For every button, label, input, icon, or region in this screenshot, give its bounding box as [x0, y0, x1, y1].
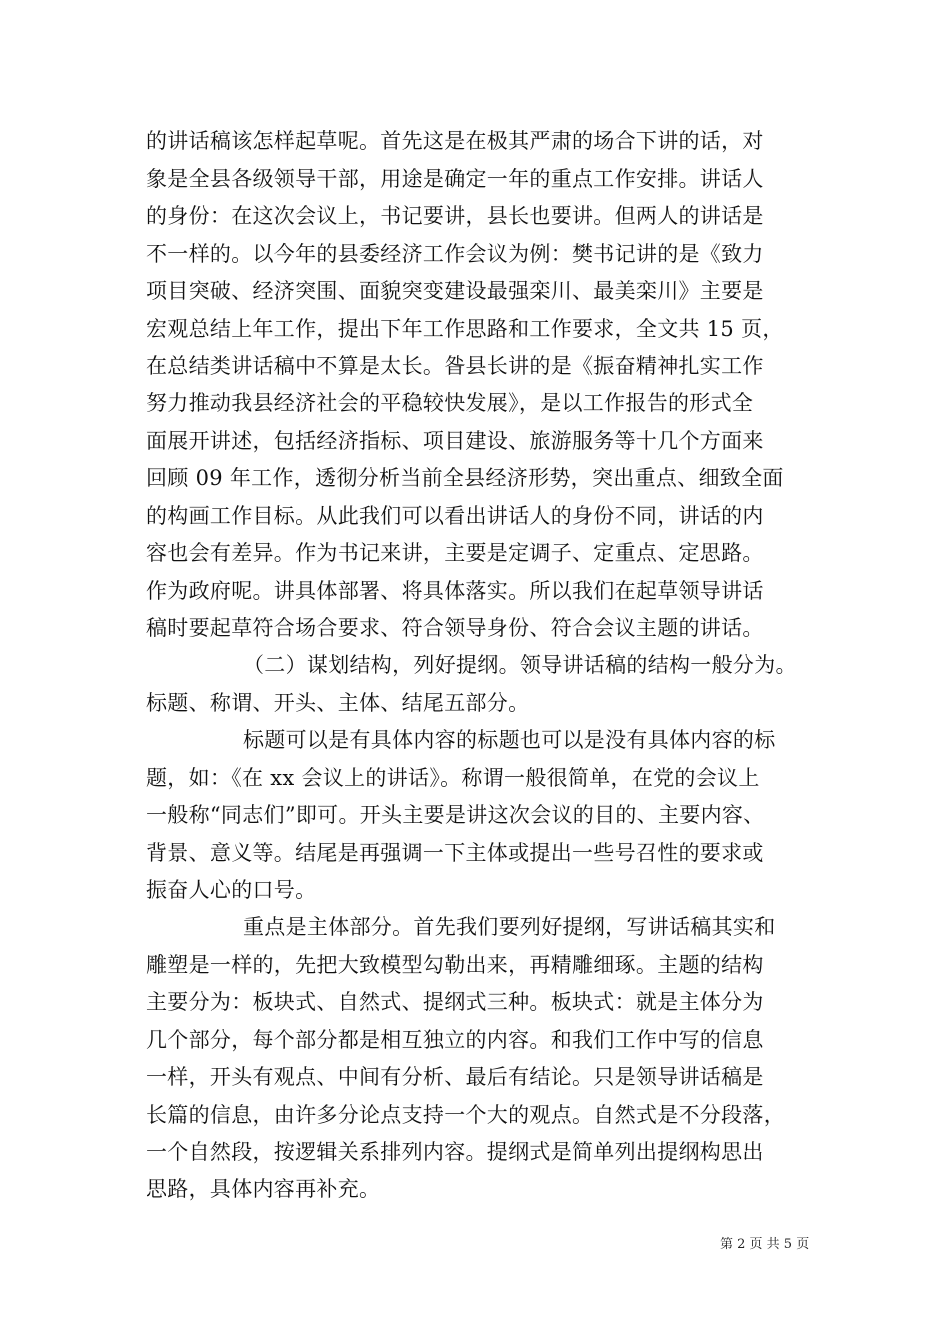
paragraph-start-line: 标题可以是有具体内容的标题也可以是没有具体内容的标	[243, 728, 776, 752]
text-line: 几个部分，每个部分都是相互独立的内容。和我们工作中写的信息	[146, 1028, 764, 1052]
text-line: 一个自然段，按逻辑关系排列内容。提纲式是简单列出提纲构思出	[146, 1140, 764, 1164]
text-line: 不一样的。以今年的县委经济工作会议为例：樊书记讲的是《致力	[146, 242, 764, 266]
text-line: 努力推动我县经济社会的平稳较快发展》，是以工作报告的形式全	[146, 391, 754, 415]
text-line: 雕塑是一样的，先把大致模型勾勒出来，再精雕细琢。主题的结构	[146, 953, 764, 977]
text-line: 的身份：在这次会议上，书记要讲，县长也要讲。但两人的讲话是	[146, 204, 764, 228]
text-line: 项目突破、经济突围、面貌突变建设最强栾川、最美栾川》主要是	[146, 279, 764, 303]
text-line: 一样，开头有观点、中间有分析、最后有结论。只是领导讲话稿是	[146, 1065, 764, 1089]
text-line: 振奋人心的口号。	[146, 878, 317, 902]
text-line: 主要分为：板块式、自然式、提纲式三种。板块式：就是主体分为	[146, 990, 764, 1014]
section-heading-line: （二）谋划结构，列好提纲。领导讲话稿的结构一般分为。	[243, 653, 797, 677]
page-number-footer: 第 2 页 共 5 页	[720, 1237, 810, 1252]
text-line: 的讲话稿该怎样起草呢。首先这是在极其严肃的场合下讲的话，对	[146, 129, 764, 153]
text-line: 标题、称谓、开头、主体、结尾五部分。	[146, 691, 530, 715]
text-line: 回顾 09 年工作，透彻分析当前全县经济形势，突出重点、细致全面	[146, 466, 784, 490]
text-line: 稿时要起草符合场合要求、符合领导身份、符合会议主题的讲话。	[146, 616, 764, 640]
text-line: 在总结类讲话稿中不算是太长。昝县长讲的是《振奋精神扎实工作	[146, 354, 764, 378]
text-line: 宏观总结上年工作，提出下年工作思路和工作要求，全文共 15 页，	[146, 317, 784, 341]
text-line: 象是全县各级领导干部，用途是确定一年的重点工作安排。讲话人	[146, 167, 764, 191]
text-line: 的构画工作目标。从此我们可以看出讲话人的身份不同，讲话的内	[146, 504, 764, 528]
text-line: 一般称“同志们”即可。开头主要是讲这次会议的目的、主要内容、	[146, 803, 765, 827]
text-line: 长篇的信息，由许多分论点支持一个大的观点。自然式是不分段落，	[146, 1103, 785, 1127]
paragraph-start-line: 重点是主体部分。首先我们要列好提纲，写讲话稿其实和	[243, 915, 776, 939]
text-line: 容也会有差异。作为书记来讲，主要是定调子、定重点、定思路。	[146, 541, 764, 565]
text-line: 背景、意义等。结尾是再强调一下主体或提出一些号召性的要求或	[146, 841, 764, 865]
text-line: 思路，具体内容再补充。	[146, 1177, 381, 1201]
text-line: 作为政府呢。讲具体部署、将具体落实。所以我们在起草领导讲话	[146, 579, 764, 603]
text-line: 题，如：《在 xx 会议上的讲话》。称谓一般很简单，在党的会议上	[146, 766, 760, 790]
text-line: 面展开讲述，包括经济指标、项目建设、旅游服务等十几个方面来	[146, 429, 764, 453]
